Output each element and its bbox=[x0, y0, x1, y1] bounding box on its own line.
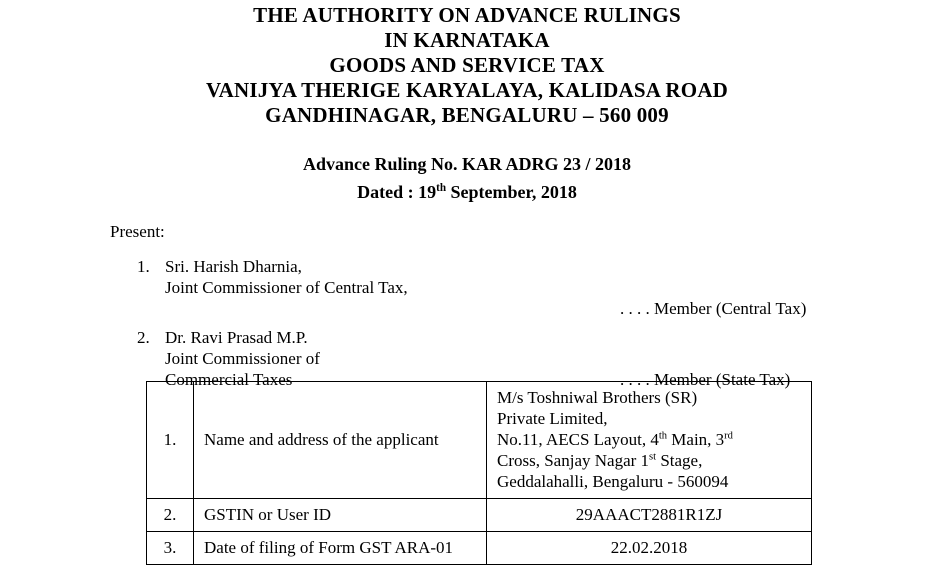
member-number: 1. bbox=[137, 257, 150, 276]
header-line-2: IN KARNATAKA bbox=[384, 28, 550, 52]
header-line-1: THE AUTHORITY ON ADVANCE RULINGS bbox=[253, 3, 681, 27]
table-row bbox=[147, 499, 812, 532]
member-role: . . . . Member (Central Tax) bbox=[620, 299, 807, 318]
member-name: Sri. Harish Dharnia, bbox=[165, 257, 302, 276]
address-segment: No.11, AECS Layout, 4 bbox=[497, 430, 659, 449]
row-label: Name and address of the applicant bbox=[194, 382, 487, 499]
address-line: Private Limited, bbox=[497, 409, 608, 428]
row-value-applicant-address bbox=[487, 382, 812, 499]
member-designation: Joint Commissioner of bbox=[165, 349, 320, 368]
row-label: GSTIN or User ID bbox=[194, 499, 487, 532]
address-segment: Stage, bbox=[656, 451, 703, 470]
present-label: Present: bbox=[110, 222, 165, 241]
row-serial-number: 3. bbox=[147, 532, 194, 565]
ruling-date bbox=[0, 180, 934, 204]
header-line-4: VANIJYA THERIGE KARYALAYA, KALIDASA ROAD bbox=[205, 78, 729, 102]
table-row bbox=[147, 382, 812, 499]
ordinal-suffix: rd bbox=[724, 430, 733, 442]
member-name: Dr. Ravi Prasad M.P. bbox=[165, 328, 308, 347]
ruling-date-suffix: September, 2018 bbox=[446, 182, 577, 202]
ordinal-suffix: st bbox=[649, 451, 657, 463]
address-line: M/s Toshniwal Brothers (SR) bbox=[497, 388, 698, 407]
table-row bbox=[147, 532, 812, 565]
member-number: 2. bbox=[137, 328, 150, 347]
member-designation: Commercial Taxes bbox=[165, 370, 293, 389]
row-serial-number: 2. bbox=[147, 499, 194, 532]
row-value-filing-date: 22.02.2018 bbox=[487, 532, 812, 565]
member-role: . . . . Member (State Tax) bbox=[620, 370, 791, 389]
row-label: Date of filing of Form GST ARA-01 bbox=[194, 532, 487, 565]
document-header bbox=[0, 0, 934, 128]
member-designation: Joint Commissioner of Central Tax, bbox=[165, 278, 408, 297]
row-value-gstin: 29AAACT2881R1ZJ bbox=[487, 499, 812, 532]
ruling-date-ordinal-suffix: th bbox=[436, 182, 447, 194]
address-line bbox=[497, 450, 803, 471]
row-serial-number: 1. bbox=[147, 382, 194, 499]
members-list bbox=[137, 256, 934, 390]
address-segment: Main, 3 bbox=[667, 430, 725, 449]
address-segment: Cross, Sanjay Nagar 1 bbox=[497, 451, 650, 470]
address-line bbox=[497, 429, 803, 450]
member-entry bbox=[137, 256, 934, 319]
header-line-3: GOODS AND SERVICE TAX bbox=[329, 53, 605, 77]
member-body bbox=[165, 256, 934, 319]
address-line: Geddalahalli, Bengaluru - 560094 bbox=[497, 472, 729, 491]
advance-ruling-number: Advance Ruling No. KAR ADRG 23 / 2018 bbox=[302, 154, 632, 174]
ordinal-suffix: th bbox=[658, 430, 668, 442]
member-role-row bbox=[165, 298, 934, 319]
ruling-block bbox=[0, 152, 934, 204]
header-line-5: GANDHINAGAR, BENGALURU – 560 009 bbox=[265, 103, 669, 127]
ruling-date-prefix: Dated : 19 bbox=[357, 182, 437, 202]
applicant-details-table bbox=[146, 381, 812, 565]
